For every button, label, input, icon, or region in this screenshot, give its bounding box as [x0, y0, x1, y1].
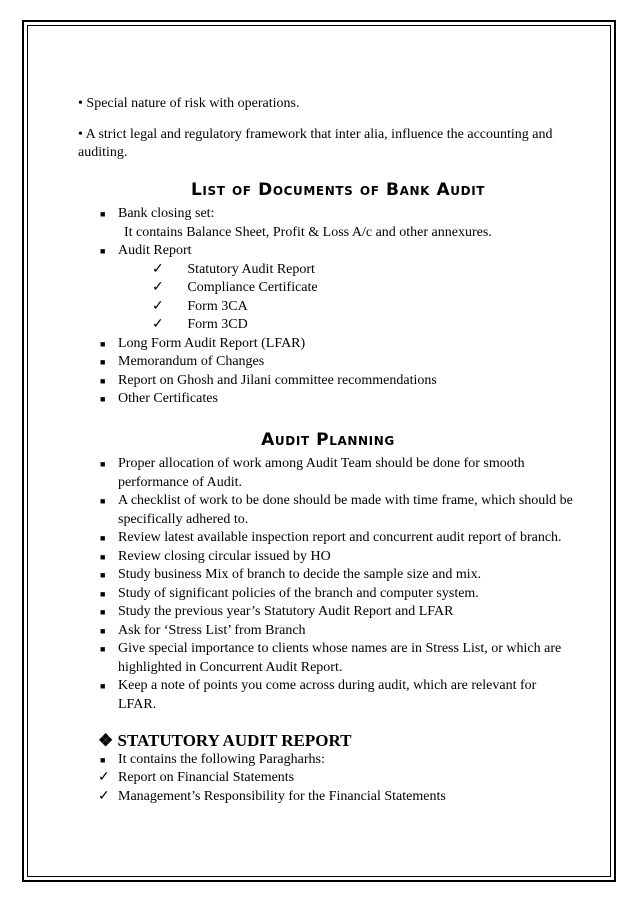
list-item	[78, 640, 578, 677]
planning-heading: Audit Planning	[261, 429, 395, 450]
item-text: Give special importance to clients whose names are in Stress List, or which are highlighted in Concurrent Audit Report.	[118, 641, 562, 675]
square-bullet-icon: ■	[100, 209, 106, 219]
item-text: Other Certificates	[118, 391, 218, 406]
item-text: Long Form Audit Report (LFAR)	[118, 335, 306, 351]
list-item	[78, 242, 578, 261]
item-text: Management’s Responsibility for the Financial Statements	[118, 788, 446, 804]
item-text: Report on Financial Statements	[118, 770, 295, 785]
item-text: A checklist of work to be done should be made with time frame, which should be specifically adhered to.	[118, 493, 573, 527]
statutory-heading-text: STATUTORY AUDIT REPORT	[117, 731, 352, 750]
documents-list	[78, 205, 578, 409]
square-bullet-icon: ■	[100, 754, 106, 765]
list-item	[78, 372, 578, 391]
check-icon: ✓	[98, 770, 110, 785]
item-text: Review closing circular issued by HO	[118, 548, 331, 564]
item-text: Study the previous year’s Statutory Audit Report and LFAR	[118, 604, 454, 619]
list-item	[78, 603, 578, 622]
intro-section	[78, 95, 578, 163]
item-text: Ask for ‘Stress List’ from Branch	[118, 622, 306, 638]
square-bullet-icon: ■	[100, 375, 106, 386]
square-bullet-icon: ■	[100, 644, 106, 654]
square-bullet-icon: ■	[100, 246, 106, 256]
list-item	[78, 298, 578, 317]
item-text: Proper allocation of work among Audit Team should be done for smooth performance of Audit.	[118, 456, 525, 490]
item-text: It contains the following Paragharhs:	[118, 751, 325, 767]
sub-item-text: Form 3CD	[173, 317, 234, 332]
check-icon: ✓	[152, 280, 164, 295]
list-item	[78, 566, 578, 585]
documents-heading: List of Documents of Bank Audit	[190, 179, 486, 200]
list-item	[78, 492, 578, 529]
square-bullet-icon: ■	[100, 459, 106, 469]
check-icon: ✓	[152, 298, 164, 314]
list-item	[78, 335, 578, 354]
list-item	[78, 205, 578, 242]
check-icon: ✓	[152, 317, 164, 332]
list-item	[78, 390, 578, 409]
list-item	[78, 677, 578, 714]
item-text: Review latest available inspection report and concurrent audit report of branch.	[118, 530, 562, 545]
item-text: Report on Ghosh and Jilani committee recommendations	[118, 372, 437, 388]
list-item	[78, 455, 578, 492]
bank-closing-desc: It contains Balance Sheet, Profit & Loss A/c and other annexures.	[124, 224, 492, 240]
square-bullet-icon: ■	[100, 551, 106, 562]
statutory-list	[78, 751, 578, 807]
square-bullet-icon: ■	[100, 607, 106, 617]
sub-item-text: Compliance Certificate	[173, 280, 304, 295]
diamond-bullet-icon: ❖	[98, 731, 114, 750]
square-bullet-icon: ■	[100, 533, 106, 543]
statutory-heading	[78, 732, 578, 751]
item-text: Keep a note of points you come across during audit, which are relevant for LFAR.	[118, 678, 537, 712]
sub-item-text: Statutory Audit Report	[173, 261, 301, 277]
square-bullet-icon: ■	[100, 588, 106, 599]
list-item	[78, 316, 578, 335]
check-icon: ✓	[152, 261, 164, 277]
document-body	[78, 95, 578, 806]
list-item	[78, 279, 578, 298]
list-item	[78, 548, 578, 567]
list-item	[78, 261, 578, 280]
list-item	[78, 353, 578, 372]
list-item	[78, 788, 578, 807]
list-item	[78, 585, 578, 604]
list-item	[78, 622, 578, 641]
item-text: Study business Mix of branch to decide the sample size and mix.	[118, 567, 482, 582]
square-bullet-icon: ■	[100, 394, 106, 404]
sub-item-text: Form 3CA	[173, 298, 234, 314]
bank-closing-label: Bank closing set:	[118, 206, 215, 221]
square-bullet-icon: ■	[100, 338, 106, 349]
list-item	[78, 529, 578, 548]
audit-report-label: Audit Report	[118, 243, 192, 258]
list-item	[78, 751, 578, 770]
square-bullet-icon: ■	[100, 625, 106, 636]
item-text: Memorandum of Changes	[118, 354, 265, 369]
square-bullet-icon: ■	[100, 570, 106, 580]
planning-list	[78, 455, 578, 714]
check-icon: ✓	[98, 788, 110, 804]
item-text: Study of significant policies of the branch and computer system.	[118, 585, 479, 601]
intro-bullet-2: • A strict legal and regulatory framework that inter alia, influence the accounting and auditing.	[78, 126, 553, 160]
square-bullet-icon: ■	[100, 357, 106, 367]
square-bullet-icon: ■	[100, 496, 106, 506]
square-bullet-icon: ■	[100, 681, 106, 691]
list-item	[78, 769, 578, 788]
intro-bullet-1: • Special nature of risk with operations.	[78, 96, 300, 111]
